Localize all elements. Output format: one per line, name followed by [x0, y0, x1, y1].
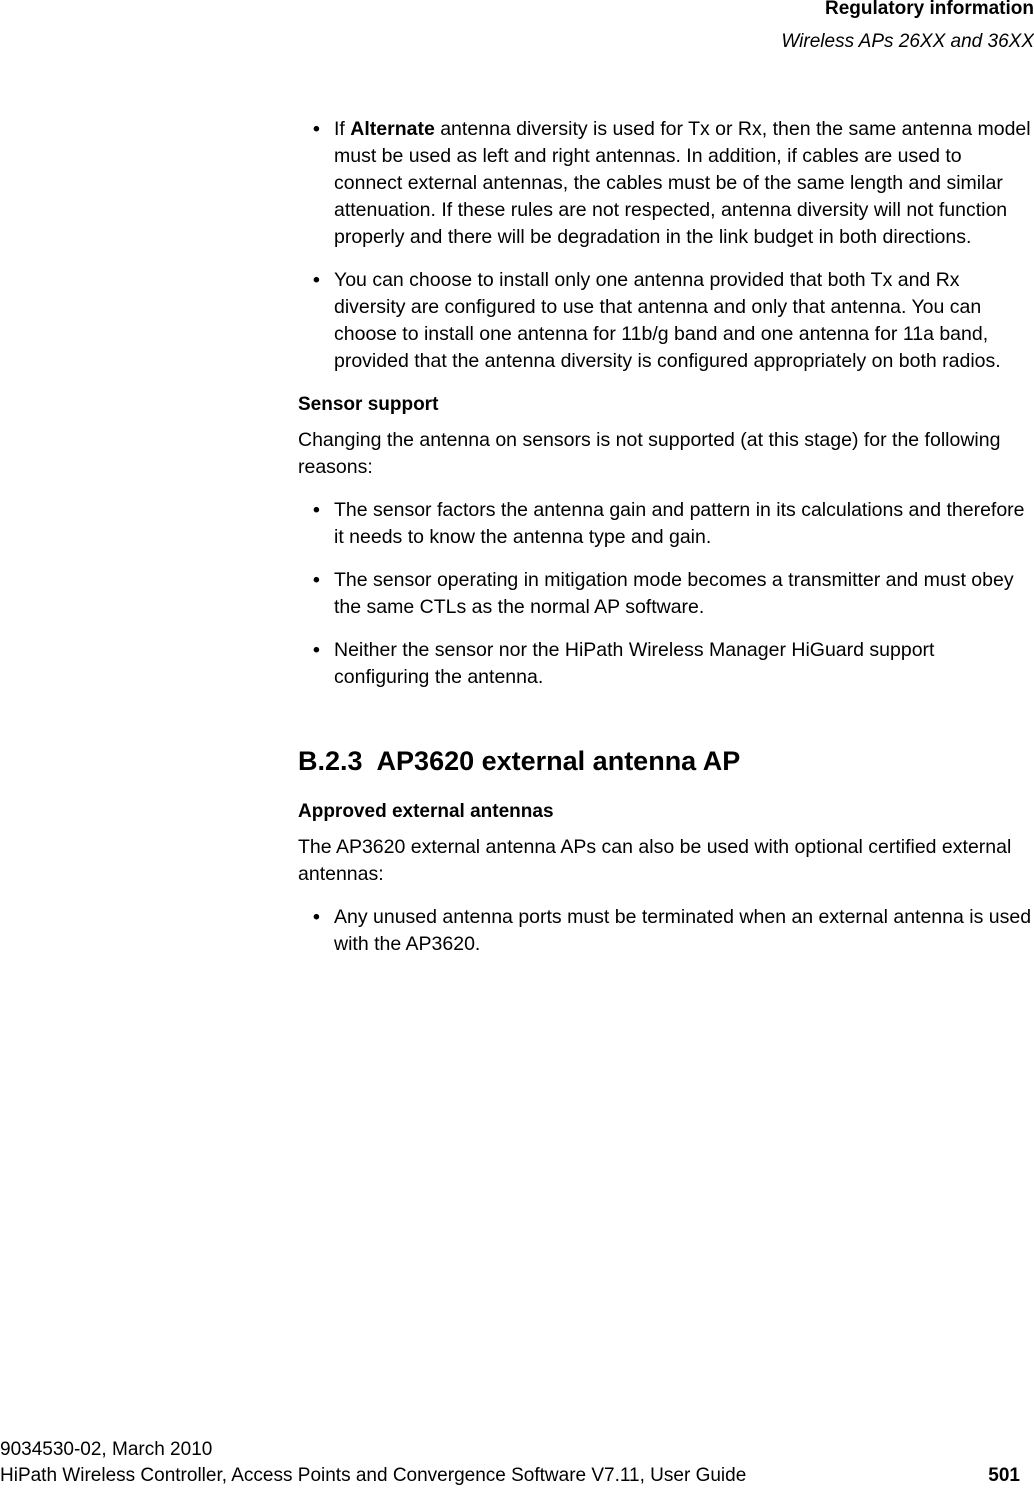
bullet-icon: • — [313, 569, 320, 591]
sensor-support-heading: Sensor support — [298, 394, 439, 415]
list-item — [298, 116, 1034, 251]
section-title: AP3620 external antenna AP — [376, 746, 741, 776]
section-number: B.2.3 — [298, 746, 363, 776]
footer-doc-id: 9034530-02, March 2010 — [0, 1439, 213, 1460]
bullet-icon: • — [313, 499, 320, 521]
sensor-bullet-list — [298, 497, 1034, 691]
page-content — [298, 116, 1034, 974]
bullet-icon: • — [313, 269, 320, 291]
bullet-icon: • — [313, 639, 320, 661]
bullet-text: Neither the sensor nor the HiPath Wireless Manager HiGuard support configuring the antenna. — [334, 639, 935, 688]
approved-antennas-heading: Approved external antennas — [298, 801, 554, 822]
sensor-intro-paragraph: Changing the antenna on sensors is not supported (at this stage) for the following reasons: — [298, 429, 1001, 478]
bullet-text: The sensor operating in mitigation mode becomes a transmitter and must obey the same CTLs as the normal AP software. — [334, 569, 1014, 618]
bullet-bold-term: Alternate — [350, 118, 435, 140]
header-subtitle: Wireless APs 26XX and 36XX — [781, 31, 1034, 52]
bullet-icon: • — [313, 906, 320, 928]
footer-doc-line — [0, 1463, 1034, 1489]
list-item — [298, 637, 1034, 691]
section-heading — [298, 744, 1034, 778]
page-number: 501 — [988, 1465, 1020, 1486]
page-header — [781, 0, 1034, 53]
bullet-prefix: If — [334, 118, 351, 140]
approved-intro-paragraph: The AP3620 external antenna APs can also be used with optional certified external antennas: — [298, 836, 1012, 885]
bullet-icon: • — [313, 118, 320, 140]
bullet-text: You can choose to install only one antenna provided that both Tx and Rx diversity are configured to use that antenna and only that antenna. You can choose to install one antenna for 11b/g band and one antenna for 11a band, provided that the antenna diversity is configured appropriately on both radios. — [334, 269, 1001, 372]
bullet-text: antenna diversity is used for Tx or Rx, then the same antenna model must be used as left and right antennas. In addition, if cables are used to connect external antennas, the cables must be of the same length and similar attenuation. If these rules are not respected, antenna diversity will not function properly and there will be degradation in the link budget in both directions. — [334, 118, 1031, 248]
approved-bullet-list — [298, 904, 1034, 958]
top-bullet-list — [298, 116, 1034, 375]
list-item — [298, 497, 1034, 551]
bullet-text: Any unused antenna ports must be terminated when an external antenna is used with the AP3620. — [334, 906, 1032, 955]
footer-doc-title: HiPath Wireless Controller, Access Points and Convergence Software V7.11, User Guide — [0, 1465, 747, 1486]
list-item — [298, 904, 1034, 958]
header-title: Regulatory information — [824, 0, 1034, 19]
page-footer — [0, 1437, 1034, 1489]
bullet-text: The sensor factors the antenna gain and pattern in its calculations and therefore it needs to know the antenna type and gain. — [334, 499, 1025, 548]
list-item — [298, 567, 1034, 621]
list-item — [298, 267, 1034, 375]
